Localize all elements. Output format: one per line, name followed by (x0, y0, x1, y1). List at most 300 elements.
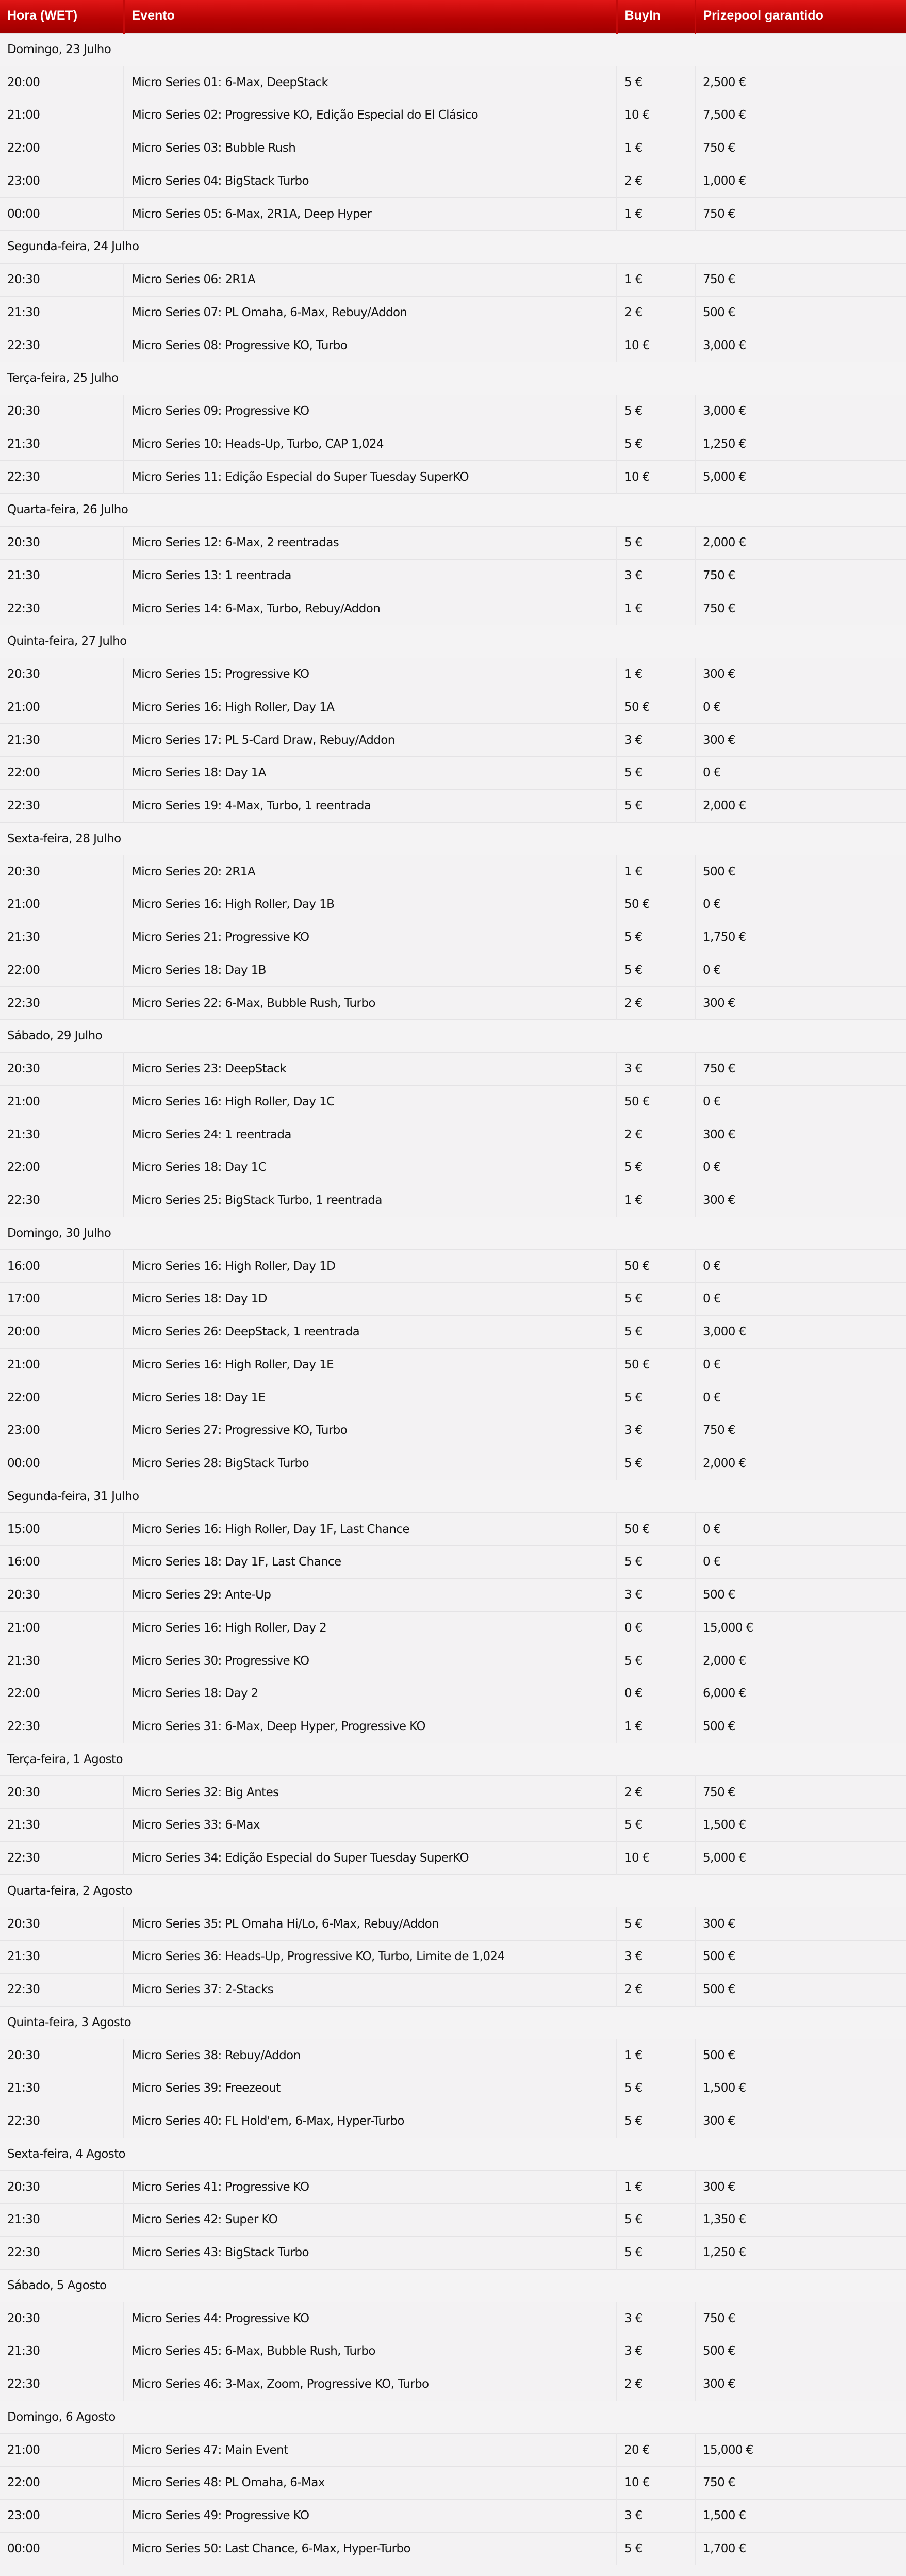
event-cell: Micro Series 16: High Roller, Day 1C (124, 1085, 617, 1118)
prizepool-cell: 750 € (695, 132, 906, 165)
event-cell: Micro Series 04: BigStack Turbo (124, 165, 617, 198)
time-cell: 20:30 (0, 2171, 124, 2204)
buyin-cell: 1 € (617, 855, 695, 888)
prizepool-cell: 750 € (695, 1414, 906, 1447)
prizepool-cell: 300 € (695, 658, 906, 691)
table-row (0, 2204, 906, 2237)
day-label: Quinta-feira, 27 Julho (0, 625, 906, 658)
buyin-cell: 2 € (617, 2368, 695, 2401)
buyin-cell: 10 € (617, 329, 695, 362)
time-cell: 21:30 (0, 1809, 124, 1842)
event-cell: Micro Series 45: 6-Max, Bubble Rush, Turbo (124, 2335, 617, 2368)
buyin-cell: 1 € (617, 592, 695, 625)
event-cell: Micro Series 18: Day 2 (124, 1677, 617, 1710)
time-cell: 21:30 (0, 2204, 124, 2237)
buyin-cell: 5 € (617, 1907, 695, 1941)
table-row (0, 1085, 906, 1118)
table-row (0, 66, 906, 99)
prizepool-cell: 0 € (695, 691, 906, 724)
prizepool-cell: 1,500 € (695, 2072, 906, 2105)
prizepool-cell: 0 € (695, 1546, 906, 1579)
day-label: Quarta-feira, 26 Julho (0, 494, 906, 527)
table-row (0, 526, 906, 559)
prizepool-cell: 3,000 € (695, 1315, 906, 1348)
event-cell: Micro Series 12: 6-Max, 2 reentradas (124, 526, 617, 559)
prizepool-cell: 0 € (695, 1381, 906, 1414)
time-cell: 20:30 (0, 263, 124, 296)
prizepool-cell: 0 € (695, 1513, 906, 1546)
buyin-cell: 5 € (617, 66, 695, 99)
table-row (0, 296, 906, 329)
table-row (0, 1447, 906, 1480)
event-cell: Micro Series 27: Progressive KO, Turbo (124, 1414, 617, 1447)
day-label: Terça-feira, 25 Julho (0, 362, 906, 395)
buyin-cell: 5 € (617, 789, 695, 822)
time-cell: 22:00 (0, 132, 124, 165)
time-cell: 22:00 (0, 2467, 124, 2500)
table-row (0, 658, 906, 691)
prizepool-cell: 0 € (695, 954, 906, 987)
table-row (0, 1973, 906, 2006)
table-row (0, 263, 906, 296)
table-row (0, 1941, 906, 1974)
table-row (0, 2532, 906, 2565)
column-header-event: Evento (124, 0, 617, 33)
day-label: Sábado, 5 Agosto (0, 2269, 906, 2302)
day-label: Segunda-feira, 31 Julho (0, 1480, 906, 1513)
buyin-cell: 10 € (617, 461, 695, 494)
prizepool-cell: 0 € (695, 1250, 906, 1283)
time-cell: 22:30 (0, 592, 124, 625)
event-cell: Micro Series 39: Freezeout (124, 2072, 617, 2105)
prizepool-cell: 2,000 € (695, 526, 906, 559)
buyin-cell: 5 € (617, 2204, 695, 2237)
prizepool-cell: 750 € (695, 2467, 906, 2500)
event-cell: Micro Series 43: BigStack Turbo (124, 2236, 617, 2269)
event-cell: Micro Series 16: High Roller, Day 1E (124, 1348, 617, 1381)
time-cell: 15:00 (0, 1513, 124, 1546)
buyin-cell: 10 € (617, 1841, 695, 1874)
time-cell: 21:00 (0, 2434, 124, 2467)
table-row (0, 1841, 906, 1874)
buyin-cell: 5 € (617, 757, 695, 790)
event-cell: Micro Series 21: Progressive KO (124, 921, 617, 954)
table-row (0, 1052, 906, 1085)
prizepool-cell: 750 € (695, 198, 906, 231)
event-cell: Micro Series 49: Progressive KO (124, 2499, 617, 2532)
time-cell: 16:00 (0, 1546, 124, 1579)
table-row (0, 1677, 906, 1710)
event-cell: Micro Series 16: High Roller, Day 1D (124, 1250, 617, 1283)
buyin-cell: 0 € (617, 1611, 695, 1644)
time-cell: 22:30 (0, 987, 124, 1020)
table-row (0, 2171, 906, 2204)
buyin-cell: 5 € (617, 2072, 695, 2105)
table-row (0, 789, 906, 822)
event-cell: Micro Series 10: Heads-Up, Turbo, CAP 1,024 (124, 428, 617, 461)
event-cell: Micro Series 18: Day 1E (124, 1381, 617, 1414)
table-row (0, 2072, 906, 2105)
time-cell: 21:30 (0, 921, 124, 954)
day-header-row (0, 362, 906, 395)
time-cell: 20:00 (0, 66, 124, 99)
time-cell: 21:30 (0, 2072, 124, 2105)
buyin-cell: 5 € (617, 1283, 695, 1316)
prizepool-cell: 0 € (695, 1085, 906, 1118)
event-cell: Micro Series 44: Progressive KO (124, 2302, 617, 2335)
event-cell: Micro Series 18: Day 1D (124, 1283, 617, 1316)
event-cell: Micro Series 24: 1 reentrada (124, 1118, 617, 1151)
day-header-row (0, 1743, 906, 1776)
buyin-cell: 5 € (617, 1447, 695, 1480)
prizepool-cell: 1,350 € (695, 2204, 906, 2237)
buyin-cell: 5 € (617, 1809, 695, 1842)
event-cell: Micro Series 09: Progressive KO (124, 395, 617, 428)
prizepool-cell: 7,500 € (695, 99, 906, 132)
event-cell: Micro Series 16: High Roller, Day 1B (124, 888, 617, 921)
prizepool-cell: 0 € (695, 1283, 906, 1316)
buyin-cell: 3 € (617, 1052, 695, 1085)
buyin-cell: 3 € (617, 724, 695, 757)
time-cell: 21:00 (0, 691, 124, 724)
event-cell: Micro Series 29: Ante-Up (124, 1578, 617, 1611)
buyin-cell: 20 € (617, 2434, 695, 2467)
prizepool-cell: 300 € (695, 1907, 906, 1941)
time-cell: 00:00 (0, 198, 124, 231)
table-row (0, 1776, 906, 1809)
table-row (0, 1250, 906, 1283)
prizepool-cell: 0 € (695, 1151, 906, 1184)
prizepool-cell: 3,000 € (695, 395, 906, 428)
day-label: Quinta-feira, 3 Agosto (0, 2006, 906, 2039)
table-row (0, 1184, 906, 1217)
time-cell: 22:30 (0, 1710, 124, 1743)
table-row (0, 395, 906, 428)
event-cell: Micro Series 19: 4-Max, Turbo, 1 reentrada (124, 789, 617, 822)
day-header-row (0, 2401, 906, 2434)
table-row (0, 329, 906, 362)
buyin-cell: 5 € (617, 1381, 695, 1414)
event-cell: Micro Series 16: High Roller, Day 2 (124, 1611, 617, 1644)
event-cell: Micro Series 07: PL Omaha, 6-Max, Rebuy/Addon (124, 296, 617, 329)
table-row (0, 2105, 906, 2138)
event-cell: Micro Series 23: DeepStack (124, 1052, 617, 1085)
time-cell: 20:30 (0, 1578, 124, 1611)
time-cell: 22:30 (0, 2368, 124, 2401)
table-row (0, 1809, 906, 1842)
time-cell: 21:00 (0, 1348, 124, 1381)
table-row (0, 2467, 906, 2500)
event-cell: Micro Series 15: Progressive KO (124, 658, 617, 691)
time-cell: 22:30 (0, 1973, 124, 2006)
prizepool-cell: 3,000 € (695, 329, 906, 362)
event-cell: Micro Series 01: 6-Max, DeepStack (124, 66, 617, 99)
day-header-row (0, 1020, 906, 1053)
time-cell: 23:00 (0, 2499, 124, 2532)
day-header-row (0, 1874, 906, 1907)
buyin-cell: 1 € (617, 2171, 695, 2204)
buyin-cell: 5 € (617, 2236, 695, 2269)
table-row (0, 921, 906, 954)
time-cell: 20:30 (0, 2302, 124, 2335)
day-label: Domingo, 6 Agosto (0, 2401, 906, 2434)
buyin-cell: 3 € (617, 1941, 695, 1974)
prizepool-cell: 1,000 € (695, 165, 906, 198)
buyin-cell: 3 € (617, 2302, 695, 2335)
table-row (0, 987, 906, 1020)
event-cell: Micro Series 16: High Roller, Day 1A (124, 691, 617, 724)
buyin-cell: 2 € (617, 1776, 695, 1809)
time-cell: 20:30 (0, 1776, 124, 1809)
event-cell: Micro Series 33: 6-Max (124, 1809, 617, 1842)
buyin-cell: 5 € (617, 1315, 695, 1348)
prizepool-cell: 500 € (695, 1973, 906, 2006)
prizepool-cell: 5,000 € (695, 461, 906, 494)
buyin-cell: 1 € (617, 2039, 695, 2072)
time-cell: 23:00 (0, 1414, 124, 1447)
time-cell: 23:00 (0, 165, 124, 198)
buyin-cell: 50 € (617, 691, 695, 724)
table-row (0, 1644, 906, 1677)
table-row (0, 2236, 906, 2269)
buyin-cell: 50 € (617, 1513, 695, 1546)
table-row (0, 198, 906, 231)
event-cell: Micro Series 22: 6-Max, Bubble Rush, Turbo (124, 987, 617, 1020)
day-header-row (0, 494, 906, 527)
event-cell: Micro Series 16: High Roller, Day 1F, Last Chance (124, 1513, 617, 1546)
table-row (0, 1118, 906, 1151)
prizepool-cell: 6,000 € (695, 1677, 906, 1710)
buyin-cell: 2 € (617, 296, 695, 329)
time-cell: 22:00 (0, 757, 124, 790)
buyin-cell: 2 € (617, 165, 695, 198)
buyin-cell: 1 € (617, 658, 695, 691)
time-cell: 22:00 (0, 1151, 124, 1184)
table-row (0, 559, 906, 592)
buyin-cell: 2 € (617, 987, 695, 1020)
time-cell: 00:00 (0, 1447, 124, 1480)
time-cell: 22:00 (0, 1677, 124, 1710)
event-cell: Micro Series 35: PL Omaha Hi/Lo, 6-Max, Rebuy/Addon (124, 1907, 617, 1941)
event-cell: Micro Series 02: Progressive KO, Edição Especial do El Clásico (124, 99, 617, 132)
buyin-cell: 5 € (617, 954, 695, 987)
event-cell: Micro Series 13: 1 reentrada (124, 559, 617, 592)
table-row (0, 428, 906, 461)
table-row (0, 2335, 906, 2368)
time-cell: 17:00 (0, 1283, 124, 1316)
buyin-cell: 50 € (617, 888, 695, 921)
table-row (0, 1513, 906, 1546)
event-cell: Micro Series 47: Main Event (124, 2434, 617, 2467)
prizepool-cell: 750 € (695, 1776, 906, 1809)
prizepool-cell: 2,000 € (695, 1447, 906, 1480)
prizepool-cell: 500 € (695, 2039, 906, 2072)
day-label: Sexta-feira, 28 Julho (0, 822, 906, 855)
prizepool-cell: 1,700 € (695, 2532, 906, 2565)
prizepool-cell: 750 € (695, 2302, 906, 2335)
day-header-row (0, 33, 906, 66)
buyin-cell: 50 € (617, 1085, 695, 1118)
day-label: Segunda-feira, 24 Julho (0, 231, 906, 264)
event-cell: Micro Series 14: 6-Max, Turbo, Rebuy/Addon (124, 592, 617, 625)
prizepool-cell: 500 € (695, 855, 906, 888)
time-cell: 22:30 (0, 461, 124, 494)
table-row (0, 2499, 906, 2532)
event-cell: Micro Series 48: PL Omaha, 6-Max (124, 2467, 617, 2500)
time-cell: 20:30 (0, 1907, 124, 1941)
table-row (0, 691, 906, 724)
prizepool-cell: 300 € (695, 1118, 906, 1151)
table-row (0, 888, 906, 921)
table-row (0, 2368, 906, 2401)
table-row (0, 1907, 906, 1941)
buyin-cell: 2 € (617, 1973, 695, 2006)
time-cell: 21:30 (0, 1644, 124, 1677)
event-cell: Micro Series 28: BigStack Turbo (124, 1447, 617, 1480)
buyin-cell: 5 € (617, 2532, 695, 2565)
event-cell: Micro Series 40: FL Hold'em, 6-Max, Hyper-Turbo (124, 2105, 617, 2138)
buyin-cell: 5 € (617, 428, 695, 461)
day-header-row (0, 625, 906, 658)
day-label: Quarta-feira, 2 Agosto (0, 1874, 906, 1907)
event-cell: Micro Series 50: Last Chance, 6-Max, Hyper-Turbo (124, 2532, 617, 2565)
time-cell: 21:30 (0, 559, 124, 592)
time-cell: 00:00 (0, 2532, 124, 2565)
time-cell: 21:30 (0, 296, 124, 329)
table-row (0, 99, 906, 132)
event-cell: Micro Series 11: Edição Especial do Super Tuesday SuperKO (124, 461, 617, 494)
buyin-cell: 1 € (617, 132, 695, 165)
table-row (0, 757, 906, 790)
buyin-cell: 5 € (617, 1151, 695, 1184)
event-cell: Micro Series 46: 3-Max, Zoom, Progressive KO, Turbo (124, 2368, 617, 2401)
prizepool-cell: 300 € (695, 2105, 906, 2138)
prizepool-cell: 0 € (695, 757, 906, 790)
event-cell: Micro Series 18: Day 1C (124, 1151, 617, 1184)
buyin-cell: 3 € (617, 1578, 695, 1611)
time-cell: 22:30 (0, 1184, 124, 1217)
event-cell: Micro Series 05: 6-Max, 2R1A, Deep Hyper (124, 198, 617, 231)
table-row (0, 165, 906, 198)
table-row (0, 1381, 906, 1414)
prizepool-cell: 500 € (695, 1578, 906, 1611)
prizepool-cell: 5,000 € (695, 1841, 906, 1874)
table-row (0, 954, 906, 987)
time-cell: 22:00 (0, 954, 124, 987)
table-row (0, 2039, 906, 2072)
time-cell: 22:30 (0, 789, 124, 822)
prizepool-cell: 500 € (695, 296, 906, 329)
time-cell: 21:30 (0, 2335, 124, 2368)
buyin-cell: 1 € (617, 263, 695, 296)
table-row (0, 592, 906, 625)
time-cell: 21:30 (0, 1941, 124, 1974)
day-header-row (0, 2138, 906, 2171)
table-row (0, 132, 906, 165)
table-row (0, 1151, 906, 1184)
time-cell: 20:00 (0, 1315, 124, 1348)
prizepool-cell: 15,000 € (695, 2434, 906, 2467)
table-header (0, 0, 906, 33)
table-row (0, 1283, 906, 1316)
prizepool-cell: 1,500 € (695, 1809, 906, 1842)
buyin-cell: 5 € (617, 1644, 695, 1677)
event-cell: Micro Series 25: BigStack Turbo, 1 reentrada (124, 1184, 617, 1217)
day-header-row (0, 231, 906, 264)
time-cell: 21:00 (0, 1611, 124, 1644)
event-cell: Micro Series 18: Day 1A (124, 757, 617, 790)
prizepool-cell: 300 € (695, 2171, 906, 2204)
prizepool-cell: 750 € (695, 559, 906, 592)
table-body (0, 33, 906, 2565)
prizepool-cell: 15,000 € (695, 1611, 906, 1644)
table-row (0, 1710, 906, 1743)
buyin-cell: 5 € (617, 526, 695, 559)
day-header-row (0, 2269, 906, 2302)
day-header-row (0, 822, 906, 855)
buyin-cell: 3 € (617, 1414, 695, 1447)
table-row (0, 1546, 906, 1579)
prizepool-cell: 300 € (695, 724, 906, 757)
prizepool-cell: 1,250 € (695, 428, 906, 461)
event-cell: Micro Series 17: PL 5-Card Draw, Rebuy/Addon (124, 724, 617, 757)
time-cell: 22:30 (0, 2236, 124, 2269)
time-cell: 22:30 (0, 2105, 124, 2138)
time-cell: 20:30 (0, 395, 124, 428)
table-row (0, 1315, 906, 1348)
prizepool-cell: 1,500 € (695, 2499, 906, 2532)
event-cell: Micro Series 06: 2R1A (124, 263, 617, 296)
buyin-cell: 10 € (617, 2467, 695, 2500)
prizepool-cell: 300 € (695, 987, 906, 1020)
table-row (0, 1578, 906, 1611)
time-cell: 20:30 (0, 2039, 124, 2072)
buyin-cell: 3 € (617, 2499, 695, 2532)
time-cell: 21:30 (0, 1118, 124, 1151)
column-header-prizepool: Prizepool garantido (703, 8, 823, 23)
column-header-buyin: BuyIn (617, 0, 695, 33)
time-cell: 16:00 (0, 1250, 124, 1283)
day-label: Terça-feira, 1 Agosto (0, 1743, 906, 1776)
buyin-cell: 0 € (617, 1677, 695, 1710)
prizepool-cell: 0 € (695, 888, 906, 921)
time-cell: 22:30 (0, 329, 124, 362)
prizepool-cell: 500 € (695, 2335, 906, 2368)
buyin-cell: 3 € (617, 2335, 695, 2368)
event-cell: Micro Series 32: Big Antes (124, 1776, 617, 1809)
time-cell: 20:30 (0, 526, 124, 559)
table-row (0, 2434, 906, 2467)
table-row (0, 1611, 906, 1644)
time-cell: 21:00 (0, 1085, 124, 1118)
column-header-time: Hora (WET) (0, 0, 124, 33)
time-cell: 21:00 (0, 99, 124, 132)
day-label: Sábado, 29 Julho (0, 1020, 906, 1053)
day-header-row (0, 1217, 906, 1250)
prizepool-cell: 0 € (695, 1348, 906, 1381)
event-cell: Micro Series 03: Bubble Rush (124, 132, 617, 165)
event-cell: Micro Series 08: Progressive KO, Turbo (124, 329, 617, 362)
event-cell: Micro Series 31: 6-Max, Deep Hyper, Progressive KO (124, 1710, 617, 1743)
time-cell: 22:30 (0, 1841, 124, 1874)
buyin-cell: 50 € (617, 1250, 695, 1283)
table-row (0, 2302, 906, 2335)
prizepool-cell: 500 € (695, 1941, 906, 1974)
day-header-row (0, 1480, 906, 1513)
event-cell: Micro Series 18: Day 1F, Last Chance (124, 1546, 617, 1579)
prizepool-cell: 750 € (695, 1052, 906, 1085)
event-cell: Micro Series 30: Progressive KO (124, 1644, 617, 1677)
